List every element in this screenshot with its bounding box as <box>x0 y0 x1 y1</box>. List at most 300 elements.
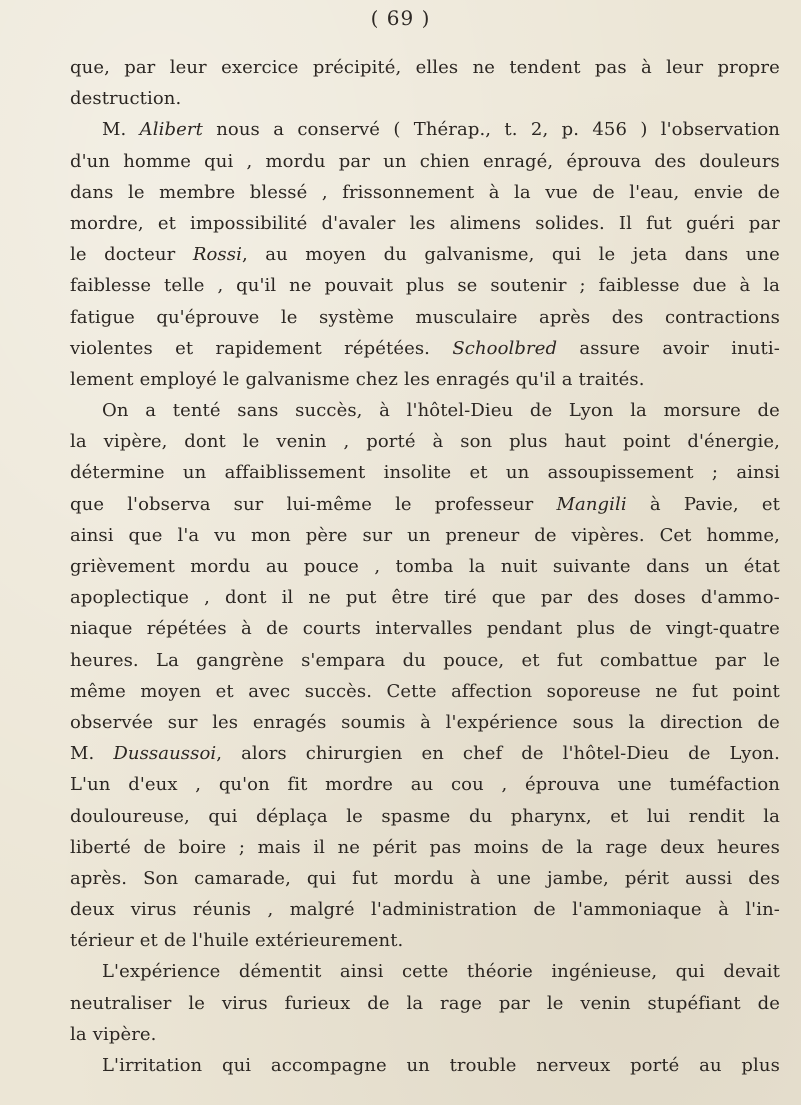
word: en <box>421 743 444 765</box>
word: le <box>280 306 298 328</box>
word: destruction. <box>70 88 182 110</box>
word: térieur <box>70 930 134 952</box>
word: enragés <box>252 711 327 733</box>
word: affaiblissement <box>224 462 366 484</box>
word: apoplectique <box>70 587 190 609</box>
word: suivante <box>552 556 631 577</box>
word: qui <box>208 805 238 827</box>
word: douloureuse, <box>70 805 190 827</box>
word: par <box>540 587 573 609</box>
word: pouvait <box>324 275 394 297</box>
word: spasme <box>381 805 451 827</box>
word: son <box>460 431 493 453</box>
word: , <box>217 275 224 297</box>
word: la <box>763 805 780 827</box>
word: un <box>383 150 407 172</box>
word: musculaire <box>415 306 518 328</box>
text-line <box>70 769 780 800</box>
word: la <box>763 275 780 297</box>
word: L'expérience <box>102 961 221 983</box>
word: boire <box>178 836 227 858</box>
text-line <box>70 925 780 956</box>
word: tenté <box>172 400 221 422</box>
word: homme <box>123 150 191 172</box>
word: se <box>457 275 478 297</box>
word: nuit <box>500 556 538 577</box>
word: dans <box>646 556 690 577</box>
word: porté <box>366 431 416 453</box>
word: l'huile <box>192 930 250 952</box>
word: la <box>630 400 647 422</box>
word: moyen <box>140 680 202 702</box>
word: dont <box>224 587 267 609</box>
word: sans <box>237 400 279 422</box>
word: preneur <box>445 524 520 546</box>
text-line <box>70 582 780 613</box>
word: , <box>204 587 210 609</box>
text-line <box>70 1050 780 1081</box>
word: qu'il <box>236 275 277 297</box>
word: le <box>127 181 145 203</box>
word: d'avaler <box>321 212 396 234</box>
word: dans <box>684 244 729 266</box>
text-line <box>70 270 780 301</box>
word: vingt-quatre <box>665 618 780 640</box>
word: du <box>468 805 493 827</box>
text-line <box>70 676 780 707</box>
word: des <box>611 306 644 328</box>
word: put <box>345 587 377 609</box>
word: que <box>70 493 105 515</box>
word: virus <box>130 899 177 921</box>
word: jeta <box>632 244 668 266</box>
text-line <box>70 520 780 551</box>
word: frissonnement <box>342 181 475 203</box>
word: un <box>407 524 431 546</box>
word: de <box>529 400 553 422</box>
word: d'un <box>70 150 111 172</box>
word: M. <box>102 119 127 141</box>
word: rendit <box>688 805 745 827</box>
word: deux <box>660 836 705 858</box>
word: affection <box>451 680 533 702</box>
word: professeur <box>434 493 534 515</box>
word: Cette <box>386 680 437 702</box>
word: t. <box>504 119 518 141</box>
word: l'eau, <box>629 181 680 203</box>
word: répétées. <box>344 337 431 359</box>
word: périt <box>372 836 417 858</box>
word: au <box>265 556 289 577</box>
word: tuméfaction <box>669 774 780 796</box>
word: à <box>488 181 500 203</box>
word: soumis <box>341 711 406 733</box>
word: par <box>124 57 156 78</box>
word: la <box>70 1023 87 1045</box>
word: porté <box>630 1055 680 1076</box>
word: de <box>757 400 780 422</box>
word: sur <box>362 524 393 546</box>
word: Schoolbred <box>452 337 558 359</box>
word: deux <box>70 899 115 921</box>
text-line <box>70 83 780 114</box>
word: par <box>338 150 370 172</box>
word: ne <box>337 836 361 858</box>
word: de <box>534 524 557 546</box>
word: douleurs <box>699 150 780 172</box>
body-text <box>70 52 780 1081</box>
word: le <box>763 649 780 671</box>
word: et <box>761 493 780 515</box>
word: mordu <box>393 867 454 889</box>
word: mordu <box>265 150 326 172</box>
word: à <box>640 57 652 78</box>
word: elles <box>415 57 459 78</box>
text-line <box>70 239 780 270</box>
text-line <box>70 894 780 925</box>
word: violentes <box>70 337 153 359</box>
word: une <box>496 867 531 889</box>
word: ; <box>579 275 586 297</box>
word: théorie <box>466 961 533 983</box>
word: qui <box>221 1055 252 1076</box>
word: Mangili <box>556 493 627 515</box>
word: observée <box>70 711 154 733</box>
word: pouce <box>303 556 359 577</box>
word: la <box>468 556 486 577</box>
word: de <box>688 743 711 765</box>
word: le <box>242 431 260 453</box>
word: après <box>539 306 591 328</box>
word: combattue <box>599 649 698 671</box>
word: fut <box>352 867 378 889</box>
word: fatigue <box>70 306 135 328</box>
word: doses <box>633 587 686 609</box>
word: accompagne <box>270 1055 387 1076</box>
word: cette <box>401 961 449 983</box>
word: liberté <box>70 836 131 858</box>
word: mon <box>251 524 291 546</box>
word: jambe, <box>546 867 609 889</box>
word: de <box>367 992 390 1014</box>
word: L'un <box>70 774 111 796</box>
word: qui <box>551 244 582 266</box>
word: du <box>402 649 426 671</box>
text-line <box>70 177 780 208</box>
word: déplaça <box>256 805 328 827</box>
word: le <box>222 368 240 390</box>
word: par <box>714 649 747 671</box>
word: à <box>432 431 444 453</box>
word: chien <box>419 150 470 172</box>
word: et <box>175 337 194 359</box>
word: inuti- <box>731 337 780 359</box>
word: une <box>617 774 652 796</box>
word: il <box>313 836 326 858</box>
word: stupéfiant <box>647 992 741 1014</box>
text-line <box>70 1019 780 1050</box>
word: même <box>70 680 126 702</box>
word: le <box>598 244 616 266</box>
word: a <box>145 400 157 422</box>
word: Thérap., <box>413 119 492 141</box>
word: les <box>403 368 430 390</box>
word: ne <box>655 680 678 702</box>
word: l'observa <box>127 493 211 515</box>
word: furieux <box>284 992 351 1014</box>
word: , <box>195 774 202 796</box>
word: trouble <box>449 1055 517 1076</box>
word: l'ammoniaque <box>572 899 702 921</box>
word: démentit <box>238 961 322 983</box>
word: , <box>374 556 381 577</box>
word: la <box>406 992 424 1014</box>
word: fit <box>287 774 308 796</box>
word: ainsi <box>736 462 780 484</box>
word: Alibert <box>139 119 203 141</box>
word: et <box>521 649 540 671</box>
word: plus <box>741 1055 780 1076</box>
word: pouce, <box>443 649 505 671</box>
word: à <box>420 711 432 733</box>
word: de <box>757 181 780 203</box>
page-number: ( 69 ) <box>370 6 431 30</box>
word: insolite <box>383 462 452 484</box>
word: mordre, <box>70 212 144 234</box>
word: , <box>343 431 350 453</box>
word: fut <box>692 680 718 702</box>
word: de <box>533 899 556 921</box>
word: qu'on <box>218 774 270 796</box>
word: chef <box>462 743 503 765</box>
word: que, <box>70 57 110 78</box>
word: moins <box>473 836 529 858</box>
word: due <box>692 275 727 297</box>
word: de <box>521 743 544 765</box>
word: pas <box>594 57 627 78</box>
word: le <box>395 493 412 515</box>
word: du <box>383 244 407 266</box>
word: solides. <box>535 212 605 234</box>
word: un <box>704 556 729 577</box>
word: pendant <box>486 618 563 640</box>
word: chirurgien <box>305 743 403 765</box>
word: conservé <box>297 119 380 141</box>
text-line <box>70 395 780 426</box>
word: l'hôtel-Dieu <box>406 400 514 422</box>
word: plus <box>576 618 616 640</box>
word: extérieurement. <box>255 930 404 952</box>
text-line <box>70 333 780 364</box>
word: les <box>212 711 239 733</box>
word: 2, <box>530 119 549 141</box>
text-line <box>70 863 780 894</box>
word: de <box>592 181 615 203</box>
word: haut <box>564 431 607 453</box>
word: il <box>281 587 294 609</box>
word: rage <box>440 992 482 1014</box>
word: lui-même <box>286 493 372 515</box>
word: a <box>273 119 285 141</box>
word: à <box>470 867 481 889</box>
word: M. <box>70 743 95 765</box>
word: intervalles <box>375 618 473 640</box>
word: a <box>561 368 573 390</box>
word: d'énergie, <box>687 431 780 453</box>
word: à <box>649 493 661 515</box>
word: de <box>541 836 564 858</box>
word: leur <box>666 57 704 78</box>
word: moyen <box>305 244 367 266</box>
word: être <box>391 587 430 609</box>
word: le <box>188 992 205 1014</box>
word: , <box>501 774 508 796</box>
word: père <box>305 524 348 546</box>
word: vipères. <box>571 524 645 546</box>
word: traités. <box>578 368 645 390</box>
word: devait <box>723 961 780 983</box>
word: les <box>409 212 436 234</box>
word: la <box>576 836 594 858</box>
word: faiblesse <box>70 275 152 297</box>
word: la <box>628 711 646 733</box>
word: gangrène <box>196 649 284 671</box>
word: que <box>491 587 526 609</box>
word: p. <box>561 119 580 141</box>
word: de <box>629 618 652 640</box>
word: le <box>546 992 564 1014</box>
text-line <box>70 146 780 177</box>
word: dont <box>184 431 226 453</box>
word: Il <box>618 212 632 234</box>
word: à <box>739 275 751 297</box>
text-line <box>70 457 780 488</box>
word: heures. <box>70 649 139 671</box>
word: au <box>699 1055 722 1076</box>
word: l'expérience <box>445 711 558 733</box>
word: docteur <box>104 244 176 266</box>
word: membre <box>159 181 236 203</box>
word: nous <box>216 119 260 141</box>
word: et <box>139 930 158 952</box>
text-line <box>70 489 780 520</box>
word: et <box>157 212 176 234</box>
word: qu'éprouve <box>156 306 260 328</box>
word: aussi <box>685 867 733 889</box>
word: de <box>163 930 187 952</box>
word: homme, <box>706 524 780 546</box>
word: grièvement <box>70 556 175 577</box>
word: cou <box>451 774 484 796</box>
word: ainsi <box>339 961 384 983</box>
word: vu <box>214 524 237 546</box>
word: vipère, <box>103 431 168 453</box>
word: galvanisme <box>245 368 350 390</box>
word: de <box>143 836 166 858</box>
word: ( <box>393 119 401 141</box>
word: sur <box>233 493 264 515</box>
text-line <box>70 302 780 333</box>
word: par <box>748 212 780 234</box>
word: guéri <box>685 212 735 234</box>
word: la <box>70 431 87 453</box>
word: par <box>498 992 531 1014</box>
word: virus <box>221 992 268 1014</box>
word: courts <box>302 618 361 640</box>
word: d'ammo- <box>700 587 780 609</box>
word: camarade, <box>194 867 291 889</box>
word: un <box>406 1055 430 1076</box>
word: plus <box>509 431 548 453</box>
word: plus <box>405 275 445 297</box>
word: chez <box>355 368 398 390</box>
word: tiré <box>444 587 477 609</box>
word: l'a <box>177 524 200 546</box>
text-line <box>70 551 780 582</box>
word: des <box>748 867 780 889</box>
word: des <box>654 150 687 172</box>
word: mais <box>257 836 301 858</box>
word: , <box>321 181 328 203</box>
word: l'in- <box>745 899 780 921</box>
word: faiblesse <box>598 275 680 297</box>
text-line <box>70 208 780 239</box>
word: à <box>718 899 729 921</box>
text-line <box>70 52 780 83</box>
word: morsure <box>663 400 741 422</box>
word: fut <box>556 649 583 671</box>
word: pharynx, <box>510 805 592 827</box>
word: une <box>745 244 780 266</box>
word: état <box>743 556 780 577</box>
word: venin <box>276 431 327 453</box>
word: un <box>505 462 530 484</box>
word: après. <box>70 867 128 889</box>
word: éprouva <box>525 774 600 796</box>
word: soporeuse <box>546 680 641 702</box>
word: Pavie, <box>683 493 739 515</box>
word: au <box>410 774 434 796</box>
word: d'eux <box>128 774 178 796</box>
word: exercice <box>221 57 299 78</box>
word: avec <box>248 680 291 702</box>
word: périt <box>624 867 670 889</box>
word: ainsi <box>70 524 114 546</box>
word: 456 <box>592 119 628 141</box>
word: ne <box>308 587 331 609</box>
word: de <box>757 992 780 1014</box>
word: lement <box>70 368 134 390</box>
word: la <box>514 181 531 203</box>
word: alimens <box>449 212 522 234</box>
word: malgré <box>289 899 355 921</box>
word: l'observation <box>660 119 780 141</box>
word: réunis <box>193 899 252 921</box>
word: contractions <box>664 306 780 328</box>
word: niaque <box>70 618 133 640</box>
word: sous <box>572 711 614 733</box>
word: enragés <box>435 368 510 390</box>
word: venin <box>580 992 631 1014</box>
word: qui <box>675 961 705 983</box>
word: Lyon. <box>729 743 780 765</box>
word: un <box>182 462 207 484</box>
word: L'irritation <box>102 1055 203 1076</box>
word: Son <box>143 867 179 889</box>
word: rage <box>605 836 648 858</box>
word: propre <box>717 57 780 78</box>
word: dans <box>70 181 114 203</box>
